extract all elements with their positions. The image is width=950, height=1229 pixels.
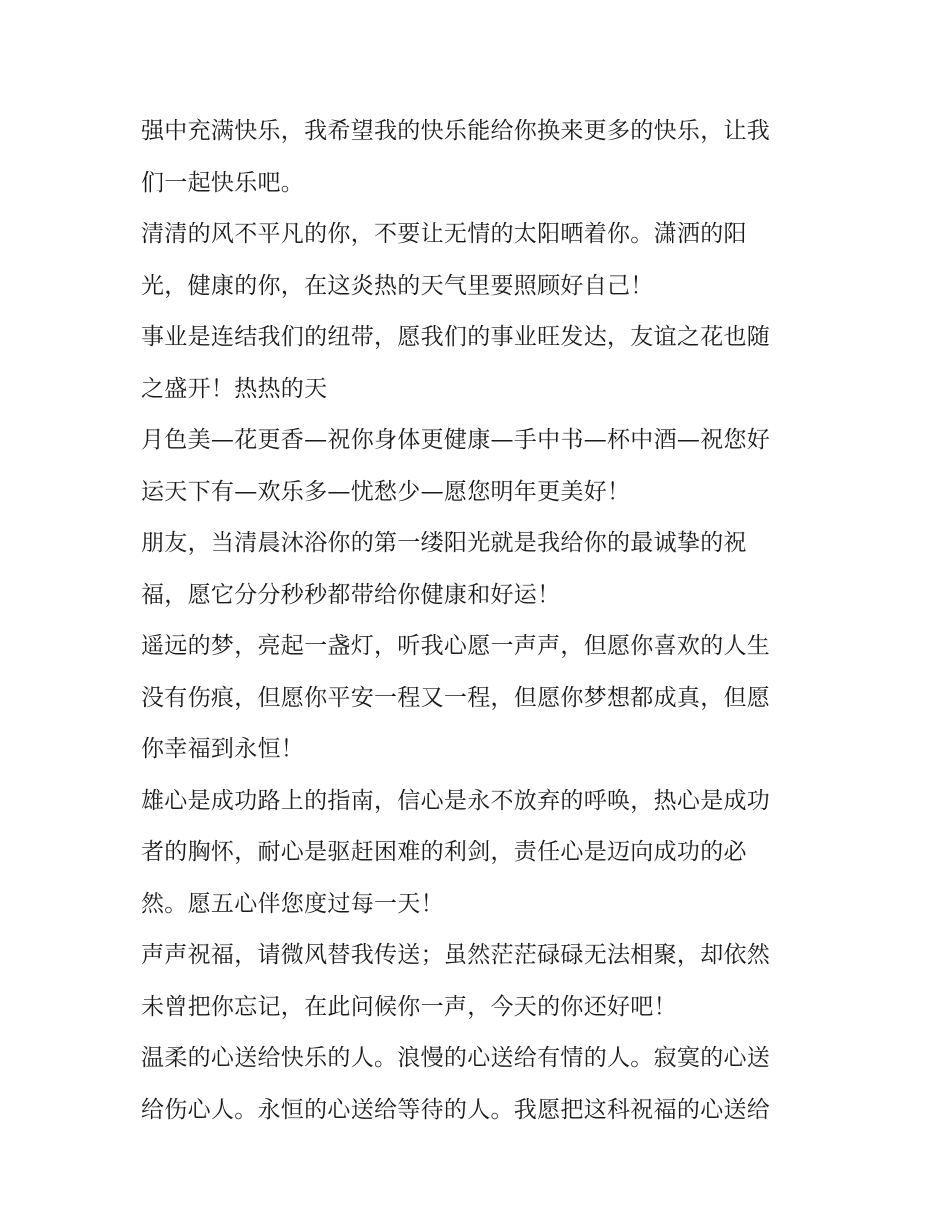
paragraph: 遥远的梦，亮起一盏灯，听我心愿一声声，但愿你喜欢的人生 没有伤痕，但愿你平安一程又一程，但愿你梦想都成真，但愿 你幸福到永恒！: [141, 633, 771, 762]
paragraph: 温柔的心送给快乐的人。浪慢的心送给有情的人。寂寞的心送 给伤心人。永恒的心送给等待的人。我愿把这科祝福的心送给: [141, 1045, 771, 1123]
paragraph: 声声祝福，请微风替我传送；虽然茫茫碌碌无法相聚，却依然 未曾把你忘记，在此问候你一声，今天的你还好吧！: [141, 942, 771, 1020]
paragraph: 朋友，当清晨沐浴你的第一缕阳光就是我给你的最诚挚的祝 福，愿它分分秒秒都带给你健康和好运！: [141, 530, 747, 608]
paragraph: 清清的风不平凡的你，不要让无情的太阳晒着你。潇洒的阳 光，健康的你，在这炎热的天气里要照顾好自己！: [141, 221, 747, 299]
paragraph: 强中充满快乐，我希望我的快乐能给你换来更多的快乐，让我 们一起快乐吧。: [141, 118, 771, 196]
paragraph: 月色美—花更香—祝你身体更健康—手中书—杯中酒—祝您好 运天下有—欢乐多—忧愁少—愿您明年更美好！: [141, 427, 771, 505]
document-body: [141, 106, 821, 1136]
paragraph: 事业是连结我们的纽带，愿我们的事业旺发达，友谊之花也随 之盛开！热热的天: [141, 324, 771, 402]
paragraph: 雄心是成功路上的指南，信心是永不放弃的呼唤，热心是成功 者的胸怀，耐心是驱赶困难的利剑，责任心是迈向成功的必 然。愿五心伴您度过每一天！: [141, 787, 771, 917]
